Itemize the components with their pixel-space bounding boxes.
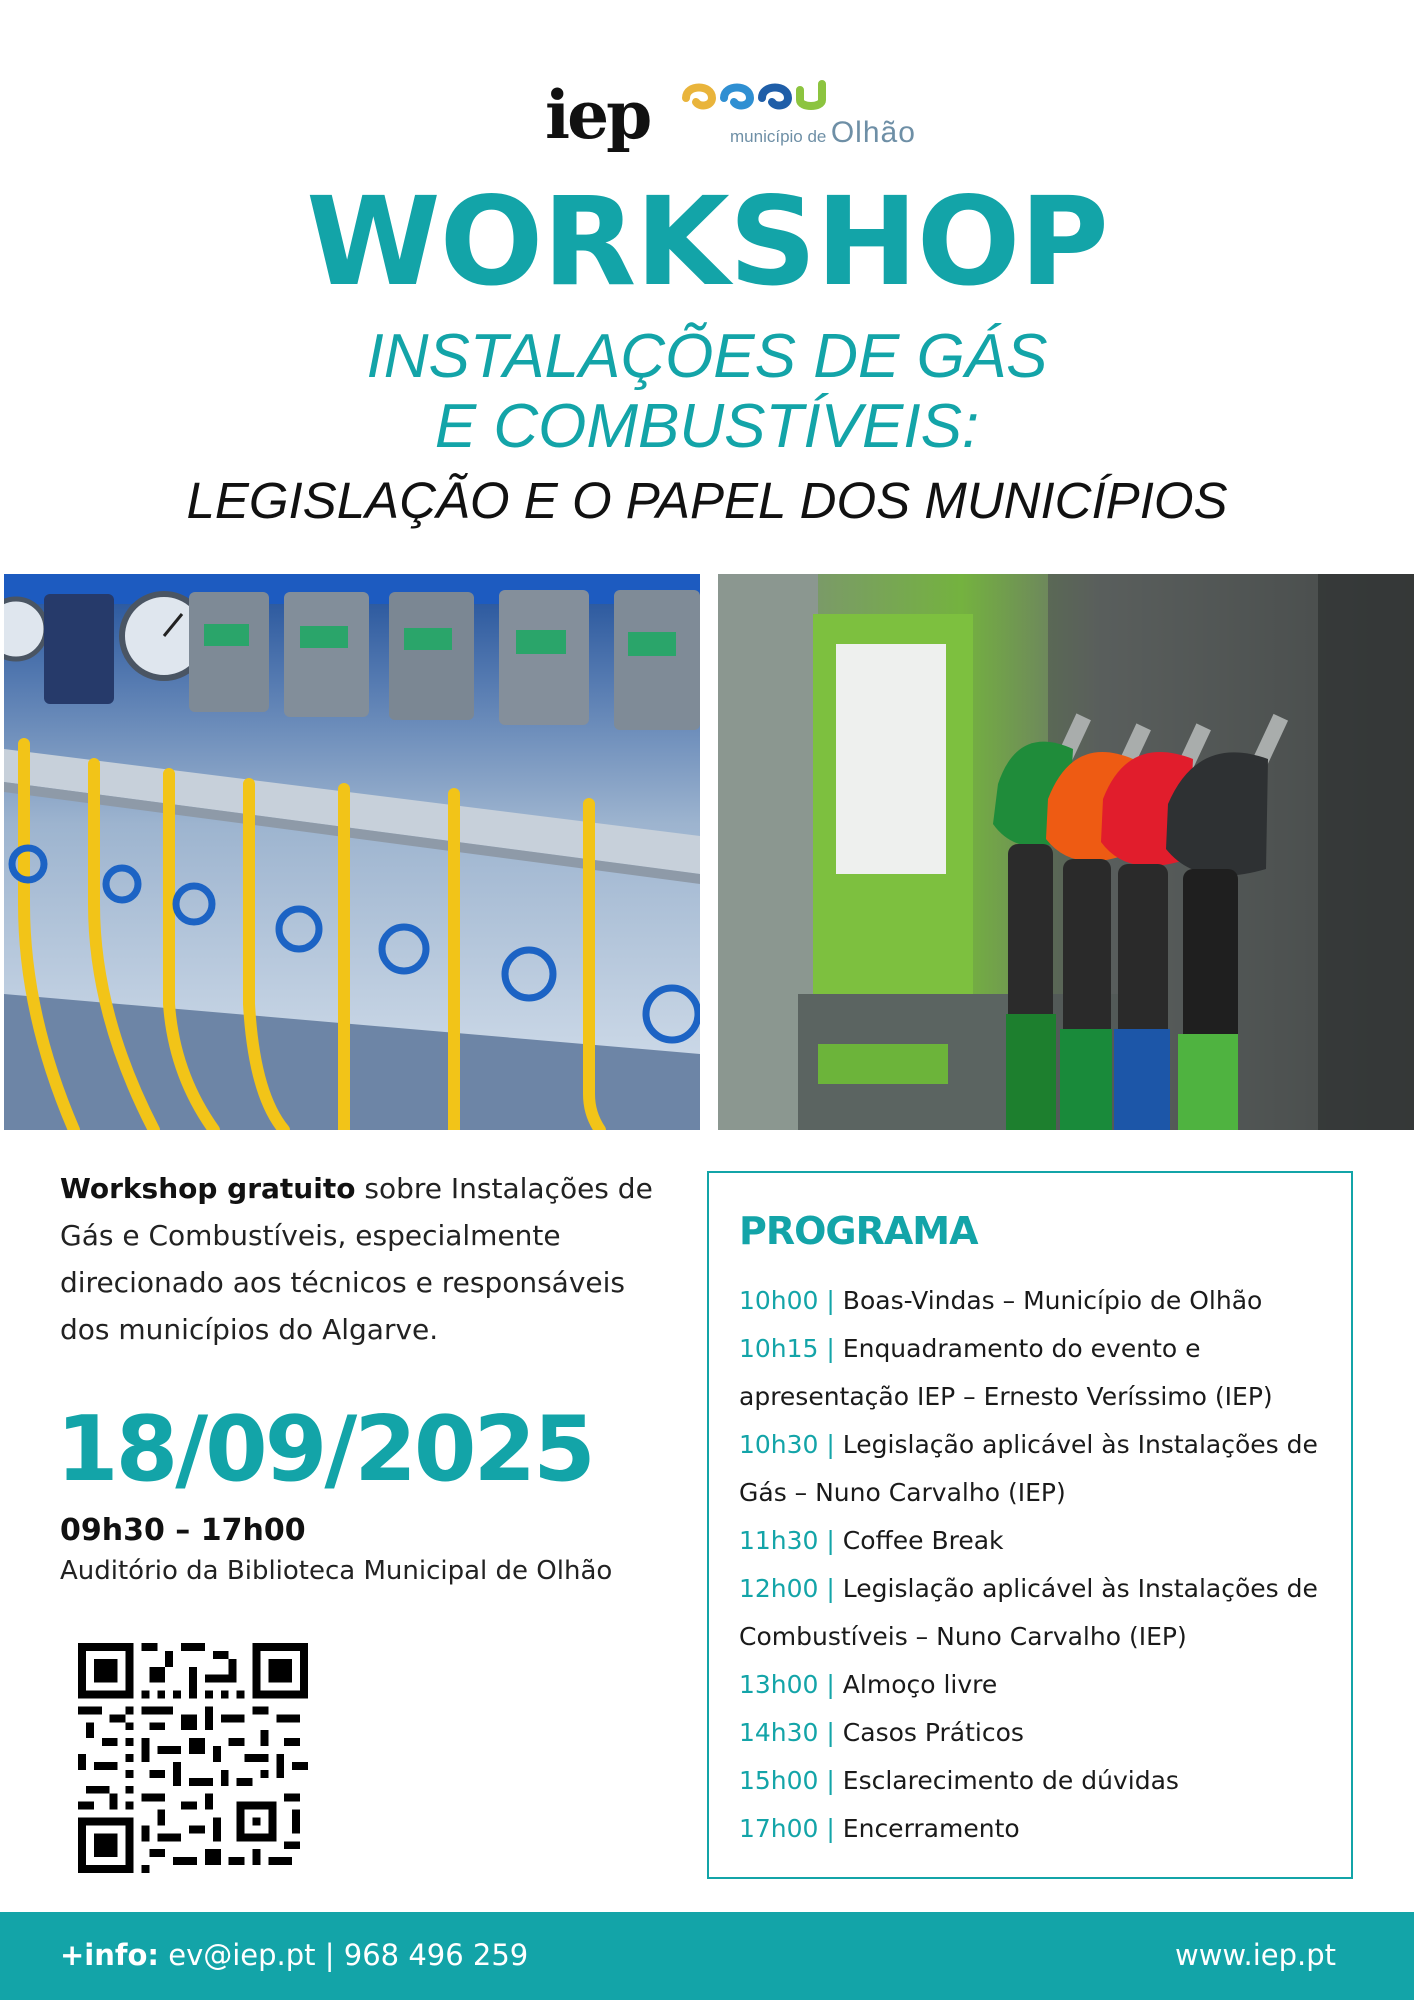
subtitle-line-2: E COMBUSTÍVEIS: bbox=[434, 392, 980, 461]
olhao-logo-big: Olhão bbox=[830, 116, 916, 149]
programa-item-text: Boas-Vindas – Município de Olhão bbox=[842, 1286, 1263, 1315]
fuel-pump-photo bbox=[718, 574, 1414, 1130]
programa-item-separator: | bbox=[818, 1430, 843, 1459]
iep-logo: iep bbox=[545, 76, 650, 154]
footer-info-label: +info: bbox=[60, 1938, 160, 1972]
programa-item-time: 17h00 bbox=[739, 1814, 819, 1843]
programa-item-time: 10h30 bbox=[739, 1430, 819, 1459]
event-time: 09h30 – 17h00 bbox=[60, 1513, 306, 1548]
olhao-waves-icon bbox=[682, 76, 842, 120]
programa-item-separator: | bbox=[818, 1718, 843, 1747]
page-title: WORKSHOP bbox=[306, 171, 1108, 313]
qr-code[interactable] bbox=[78, 1643, 308, 1873]
footer bbox=[0, 1912, 1414, 2000]
programa-item-text: Almoço livre bbox=[842, 1670, 998, 1699]
programa-item-text: Casos Práticos bbox=[842, 1718, 1024, 1747]
event-venue: Auditório da Biblioteca Municipal de Olhão bbox=[60, 1556, 613, 1586]
subtitle-line-1: INSTALAÇÕES DE GÁS bbox=[366, 322, 1048, 391]
programa-item-separator: | bbox=[818, 1574, 843, 1603]
programa-item-time: 10h15 bbox=[739, 1334, 819, 1363]
programa-item bbox=[739, 1517, 1339, 1565]
programa-item-text: Encerramento bbox=[842, 1814, 1020, 1843]
footer-contact bbox=[60, 1938, 528, 1972]
programa-title: PROGRAMA bbox=[739, 1209, 978, 1253]
intro-bold: Workshop gratuito bbox=[60, 1172, 356, 1205]
programa-item-separator: | bbox=[818, 1814, 843, 1843]
programa-item-separator: | bbox=[818, 1526, 843, 1555]
programa-item-time: 11h30 bbox=[739, 1526, 819, 1555]
olhao-logo-small: município de bbox=[730, 127, 827, 146]
programa-item-time: 13h00 bbox=[739, 1670, 819, 1699]
programa-item bbox=[739, 1325, 1339, 1421]
programa-item-text: Legislação aplicável às Instalações de Gás – Nuno Carvalho (IEP) bbox=[739, 1430, 1318, 1507]
programa-item-text: Coffee Break bbox=[842, 1526, 1004, 1555]
programa-item-time: 12h00 bbox=[739, 1574, 819, 1603]
programa-item-separator: | bbox=[818, 1286, 843, 1315]
olhao-logo-text bbox=[730, 116, 916, 150]
programa-item-time: 15h00 bbox=[739, 1766, 819, 1795]
programa-item-text: Enquadramento do evento e apresentação IEP – Ernesto Veríssimo (IEP) bbox=[739, 1334, 1273, 1411]
programa-item bbox=[739, 1661, 1339, 1709]
programa-item bbox=[739, 1805, 1339, 1853]
website-link[interactable]: www.iep.pt bbox=[1174, 1938, 1336, 1972]
programa-item-text: Legislação aplicável às Instalações de Combustíveis – Nuno Carvalho (IEP) bbox=[739, 1574, 1318, 1651]
programa-item-separator: | bbox=[818, 1334, 843, 1363]
municipio-olhao-logo bbox=[682, 76, 932, 156]
programa-item-separator: | bbox=[818, 1766, 843, 1795]
programa-item bbox=[739, 1277, 1339, 1325]
programa-item-separator: | bbox=[818, 1670, 843, 1699]
intro-body: sobre Instalações de Gás e Combustíveis, especialmente direcionado aos técnicos e responsáveis dos municípios do Algarve. bbox=[60, 1172, 653, 1346]
gas-installation-photo bbox=[4, 574, 700, 1130]
programa-box bbox=[707, 1171, 1353, 1879]
footer-contact-text: ev@iep.pt | 968 496 259 bbox=[159, 1938, 529, 1972]
programa-item-text: Esclarecimento de dúvidas bbox=[842, 1766, 1179, 1795]
programa-item-time: 14h30 bbox=[739, 1718, 819, 1747]
intro-text bbox=[60, 1165, 660, 1353]
programa-item bbox=[739, 1421, 1339, 1517]
programa-item bbox=[739, 1757, 1339, 1805]
programa-list bbox=[739, 1277, 1339, 1853]
header-logos bbox=[0, 68, 1414, 163]
event-date: 18/09/2025 bbox=[56, 1397, 593, 1502]
programa-item-time: 10h00 bbox=[739, 1286, 819, 1315]
programa-item bbox=[739, 1709, 1339, 1757]
programa-item bbox=[739, 1565, 1339, 1661]
subtitle-line-3: LEGISLAÇÃO E O PAPEL DOS MUNICÍPIOS bbox=[186, 472, 1228, 529]
